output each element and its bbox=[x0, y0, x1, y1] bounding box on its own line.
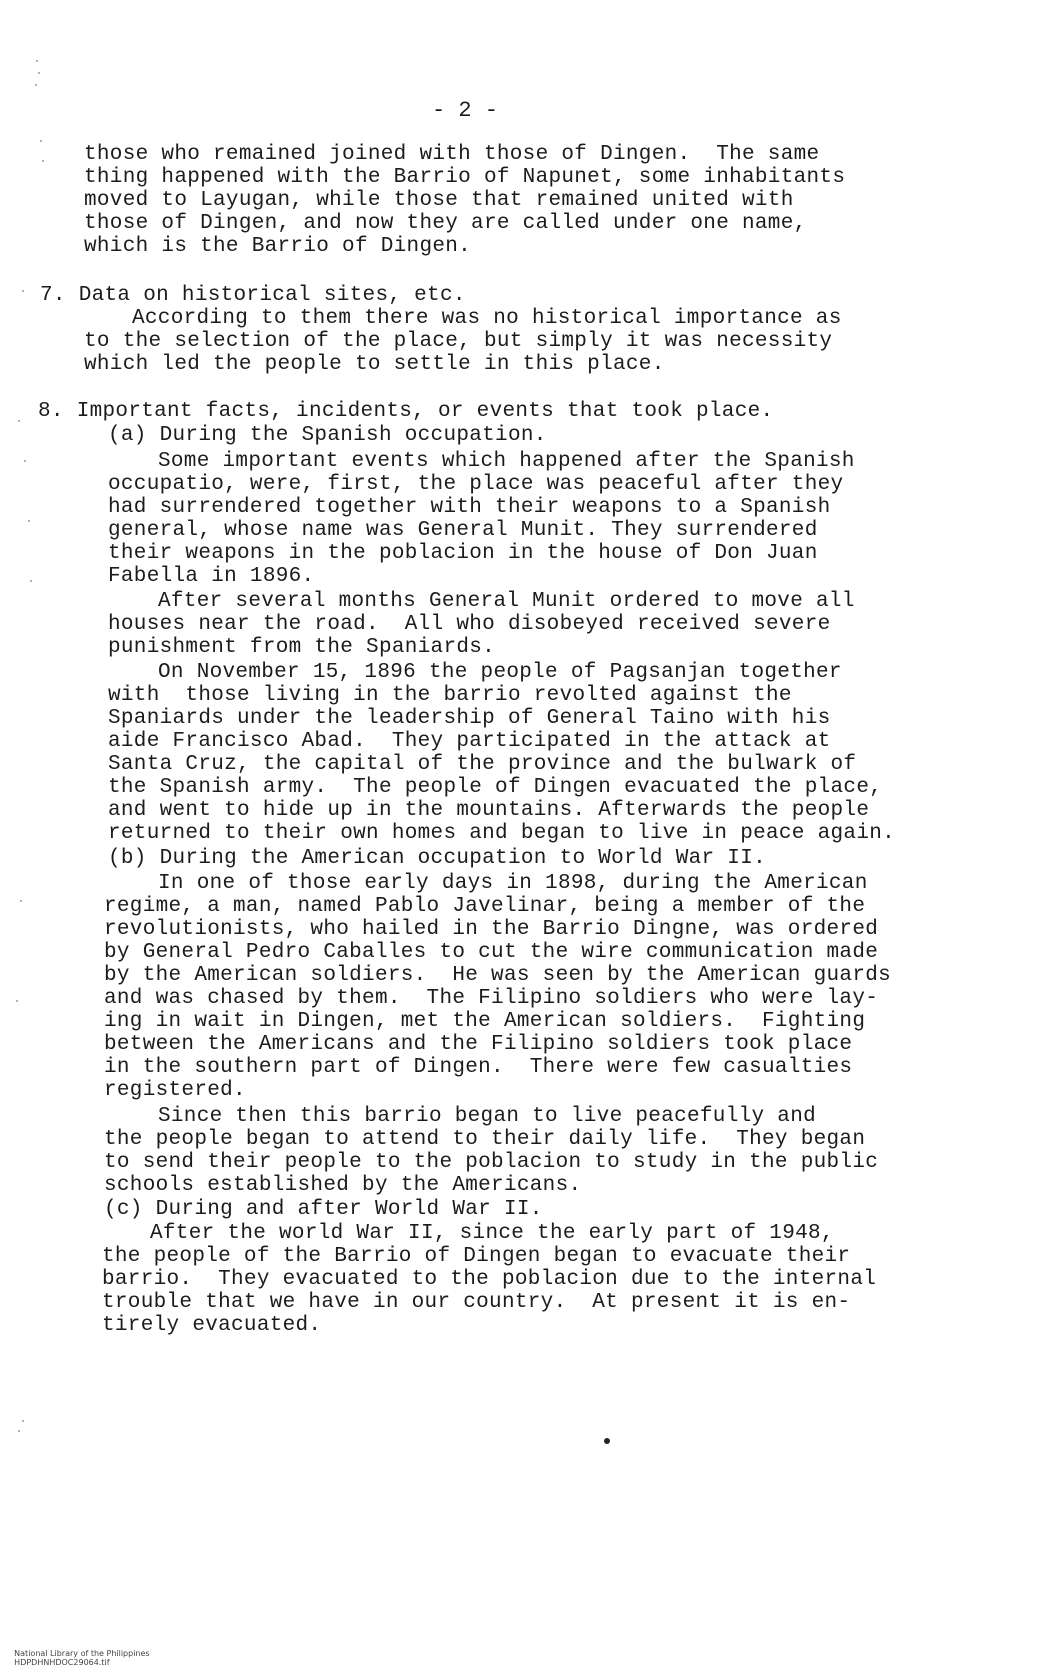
text-line: occupatio, were, first, the place was peaceful after they bbox=[108, 473, 844, 496]
section-heading: 8. Important facts, incidents, or events that took place. bbox=[38, 400, 774, 423]
text-line: moved to Layugan, while those that remained united with bbox=[84, 189, 794, 212]
text-line: between the Americans and the Filipino soldiers took place bbox=[104, 1033, 853, 1056]
text-line: tirely evacuated. bbox=[102, 1314, 322, 1337]
text-line: In one of those early days in 1898, during the American bbox=[158, 872, 868, 895]
text-line: and was chased by them. The Filipino soldiers who were lay- bbox=[104, 987, 879, 1010]
text-line: which is the Barrio of Dingen. bbox=[84, 235, 472, 258]
text-line: Since then this barrio began to live peacefully and bbox=[158, 1105, 817, 1128]
text-line: to the selection of the place, but simply it was necessity bbox=[84, 330, 833, 353]
text-line: ing in wait in Dingen, met the American soldiers. Fighting bbox=[104, 1010, 866, 1033]
text-line: houses near the road. All who disobeyed received severe bbox=[108, 613, 831, 636]
text-line: According to them there was no historical importance as bbox=[132, 307, 842, 330]
text-line: punishment from the Spaniards. bbox=[108, 636, 496, 659]
text-line: by the American soldiers. He was seen by the American guards bbox=[104, 964, 892, 987]
text-line: by General Pedro Caballes to cut the wire communication made bbox=[104, 941, 879, 964]
text-line: with those living in the barrio revolted against the bbox=[108, 684, 792, 707]
subsection-heading: (a) During the Spanish occupation. bbox=[108, 424, 547, 447]
footer-file-id: HDPDHNHDOC29064.tif bbox=[14, 1658, 110, 1667]
footer-institution: National Library of the Philippines bbox=[14, 1649, 150, 1658]
text-line: trouble that we have in our country. At present it is en- bbox=[102, 1291, 851, 1314]
subsection-heading: (b) During the American occupation to World War II. bbox=[108, 847, 767, 870]
text-line: the people began to attend to their daily life. They began bbox=[104, 1128, 866, 1151]
section-heading: 7. Data on historical sites, etc. bbox=[40, 284, 466, 307]
text-line: Some important events which happened after the Spanish bbox=[158, 450, 855, 473]
text-line: revolutionists, who hailed in the Barrio Dingne, was ordered bbox=[104, 918, 879, 941]
page-number: - 2 - bbox=[432, 98, 499, 123]
text-line: their weapons in the poblacion in the house of Don Juan bbox=[108, 542, 818, 565]
ink-dot bbox=[604, 1438, 610, 1444]
text-line: On November 15, 1896 the people of Pagsanjan together bbox=[158, 661, 842, 684]
text-line: Spaniards under the leadership of General Taino with his bbox=[108, 707, 831, 730]
text-line: to send their people to the poblacion to study in the public bbox=[104, 1151, 879, 1174]
subsection-heading: (c) During and after World War II. bbox=[104, 1198, 543, 1221]
text-line: Fabella in 1896. bbox=[108, 565, 315, 588]
text-line: those who remained joined with those of Dingen. The same bbox=[84, 143, 820, 166]
text-line: regime, a man, named Pablo Javelinar, being a member of the bbox=[104, 895, 866, 918]
text-line: which led the people to settle in this place. bbox=[84, 353, 665, 376]
text-line: in the southern part of Dingen. There were few casualties bbox=[104, 1056, 853, 1079]
text-line: had surrendered together with their weapons to a Spanish bbox=[108, 496, 831, 519]
text-line: the people of the Barrio of Dingen began to evacuate their bbox=[102, 1245, 851, 1268]
text-line: and went to hide up in the mountains. Afterwards the people bbox=[108, 799, 870, 822]
text-line: returned to their own homes and began to live in peace again. bbox=[108, 822, 896, 845]
text-line: barrio. They evacuated to the poblacion due to the internal bbox=[102, 1268, 877, 1291]
text-line: After several months General Munit ordered to move all bbox=[158, 590, 855, 613]
text-line: Santa Cruz, the capital of the province and the bulwark of bbox=[108, 753, 857, 776]
text-line: general, whose name was General Munit. They surrendered bbox=[108, 519, 818, 542]
text-line: schools established by the Americans. bbox=[104, 1174, 582, 1197]
text-line: registered. bbox=[104, 1079, 246, 1102]
text-line: those of Dingen, and now they are called under one name, bbox=[84, 212, 807, 235]
text-line: aide Francisco Abad. They participated in the attack at bbox=[108, 730, 831, 753]
text-line: After the world War II, since the early part of 1948, bbox=[150, 1222, 834, 1245]
text-line: the Spanish army. The people of Dingen evacuated the place, bbox=[108, 776, 883, 799]
text-line: thing happened with the Barrio of Napunet, some inhabitants bbox=[84, 166, 846, 189]
scan-footer bbox=[4, 1640, 180, 1676]
